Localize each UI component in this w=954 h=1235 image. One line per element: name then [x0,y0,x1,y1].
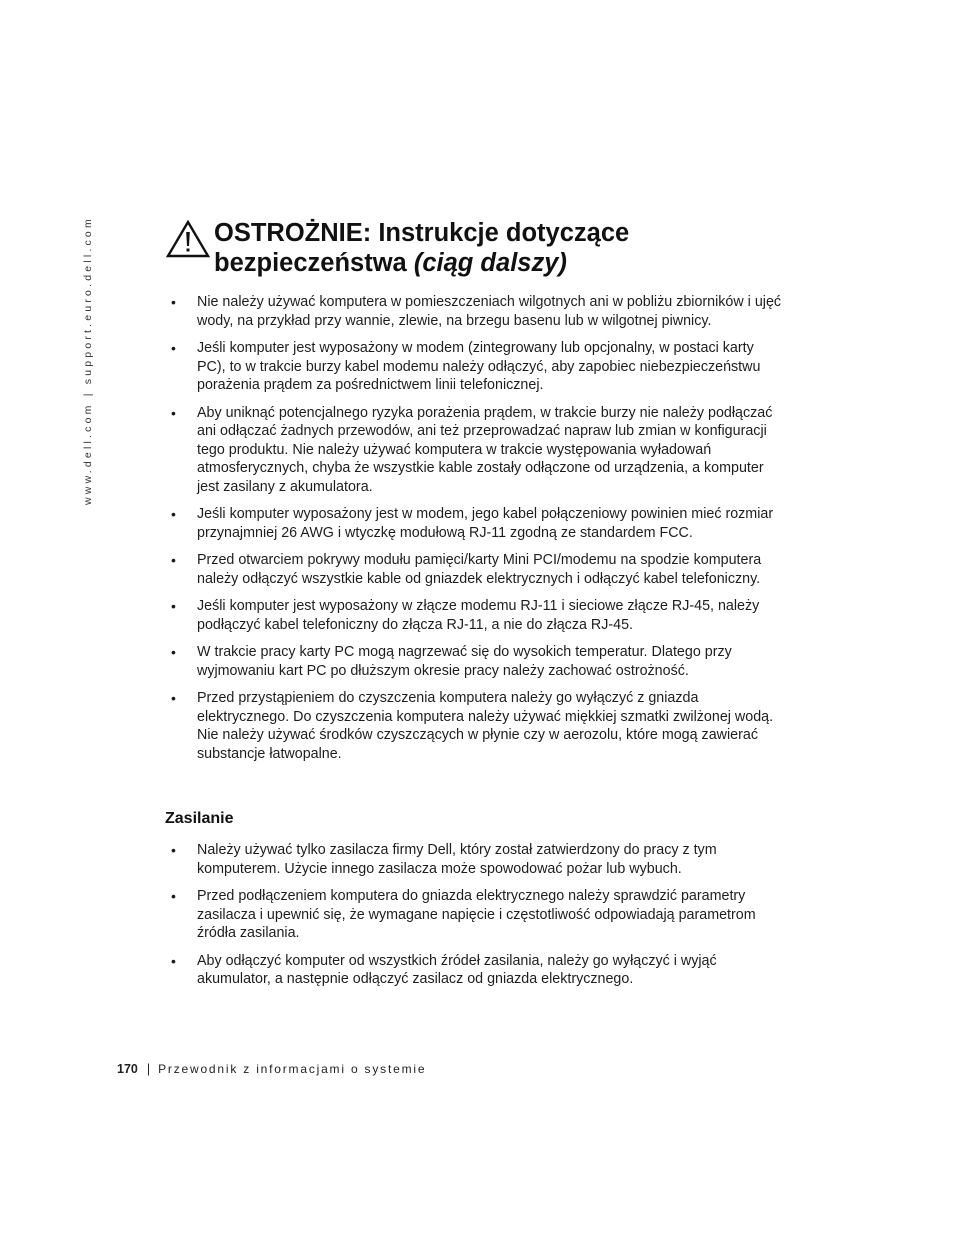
list-item [166,293,786,330]
list-item-text: Aby odłączyć komputer od wszystkich źródeł zasilania, należy go wyłączyć i wyjąć akumulator, a następnie odłączyć zasilacz od gniazda elektrycznego. [197,952,717,987]
footer-doc-title: Przewodnik z informacjami o systemie [158,1062,427,1076]
list-item [166,887,786,943]
bullet: • [171,340,176,356]
bullet: • [171,294,176,310]
title-continued: (ciąg dalszy) [413,249,567,277]
list-item [166,339,786,395]
power-section-heading: Zasilanie [165,810,234,827]
title-main: OSTROŻNIE: Instrukcje dotyczące bezpieczeństwa [214,219,630,277]
list-item [166,841,786,878]
list-item-text: W trakcie pracy karty PC mogą nagrzewać się do wysokich temperatur. Dlatego przy wyjmowaniu kart PC po dłuższym okresie pracy należy zachować ostrożność. [197,644,732,679]
list-item-text: Należy używać tylko zasilacza firmy Dell, który został zatwierdzony do pracy z tym komputerem. Użycie innego zasilacza może spowodować pożar lub wybuch. [197,842,717,877]
list-item-text: Przed otwarciem pokrywy modułu pamięci/karty Mini PCI/modemu na spodzie komputera należy odłączyć wszystkie kable od gniazdek elektrycznych i odłączyć kabel telefoniczny. [197,552,762,587]
page-title [166,218,806,278]
warning-triangle-icon [166,220,210,258]
bullet: • [171,598,176,614]
list-item-text: Aby uniknąć potencjalnego ryzyka porażenia prądem, w trakcie burzy nie należy podłączać ani odłączać żadnych przewodów, ani też przeprowadzać napraw lub zmian w konfiguracji tego produktu. Nie należy używać komputera w trakcie występowania wyładowań atmosferycznych, chyba że wszystkie kable zostały odłączone od urządzenia, a komputer jest zasilany z akumulatora. [197,404,773,495]
list-item [166,643,786,680]
safety-list [166,293,786,772]
list-item-text: Przed przystąpieniem do czyszczenia komputera należy go wyłączyć z gniazda elektrycznego. Do czyszczenia komputera należy używać miękkiej szmatki zwilżonej wodą. Nie należy używać środków czyszczących w płynie czy w aerozolu, które mogą zawierać substancje łatwopalne. [197,690,774,762]
page-footer [117,1062,426,1076]
section-title [166,218,806,278]
list-item-text: Jeśli komputer jest wyposażony w złącze modemu RJ-11 i sieciowe złącze RJ-45, należy podłączyć kabel telefoniczny do złącza RJ-11, a nie do złącza RJ-45. [197,598,760,633]
bullet: • [171,552,176,568]
page-number: 170 [117,1062,138,1076]
bullet: • [171,952,176,969]
power-list [166,841,786,998]
bullet: • [171,404,176,421]
bullet: • [171,644,176,660]
bullet: • [171,506,176,522]
list-item [166,597,786,634]
bullet: • [171,690,176,706]
bullet: • [171,842,176,858]
sidebar-site-url: www.dell.com | support.euro.dell.com [82,216,94,505]
list-item-text: Przed podłączeniem komputera do gniazda elektrycznego należy sprawdzić parametry zasilacza i upewnić się, że wymagane napięcie i częstotliwość odpowiadają parametrom źródła zasilania. [197,888,756,941]
list-item [166,505,786,542]
footer-separator: | [146,1062,151,1076]
list-item [166,952,786,989]
list-item [166,689,786,763]
list-item [166,551,786,588]
bullet: • [171,888,176,904]
list-item [166,404,786,497]
list-item-text: Nie należy używać komputera w pomieszczeniach wilgotnych ani w pobliżu zbiorników i ujęć wody, na przykład przy wannie, zlewie, na brzegu basenu lub w wilgotnej piwnicy. [197,294,782,329]
list-item-text: Jeśli komputer wyposażony jest w modem, jego kabel połączeniowy powinien mieć rozmiar przynajmniej 26 AWG i wtyczkę modułową RJ-11 zgodną ze standardem FCC. [197,506,774,541]
list-item-text: Jeśli komputer jest wyposażony w modem (zintegrowany lub opcjonalny, w postaci karty PC), to w trakcie burzy kabel modemu należy odłączyć, aby zapobiec niebezpieczeństwu porażenia prądem za pośrednictwem linii telefonicznej. [197,340,761,393]
